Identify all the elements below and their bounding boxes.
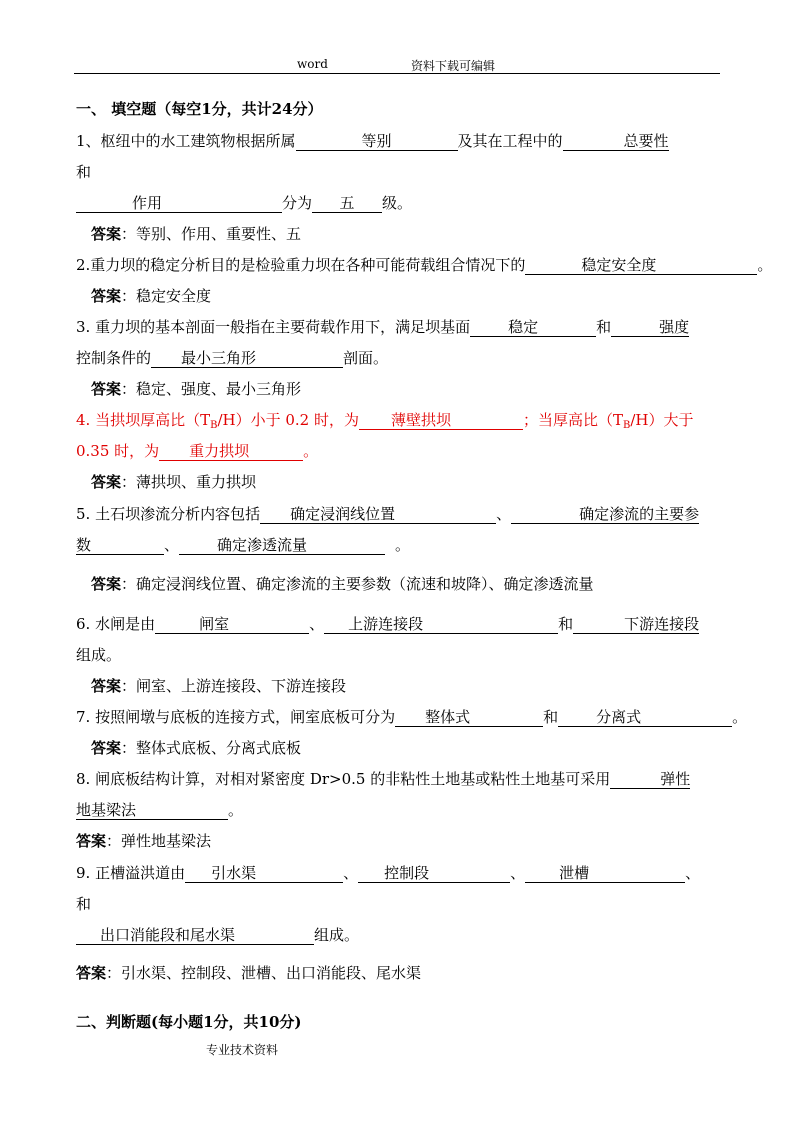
- q7-text-post: 。: [732, 708, 748, 726]
- q5-sep-2: 、: [164, 536, 180, 554]
- q1-blank-2: 总要性: [563, 132, 669, 151]
- q7-blank-1-text: 整体式: [425, 708, 471, 726]
- q5-blank-2b: 数: [76, 536, 164, 555]
- answer-1-text: ：等别、作用、重要性、五: [121, 225, 302, 243]
- q6-text: 6. 水闸是由: [76, 615, 156, 633]
- q1-text-post: 级。: [382, 194, 413, 212]
- answer-6: [91, 676, 346, 696]
- question-9-line-2: 和: [76, 895, 92, 913]
- q6-text-mid: 和: [558, 615, 574, 633]
- q3-text-mid: 和: [596, 318, 612, 336]
- question-7: [76, 707, 747, 727]
- question-6-line-2: 组成。: [76, 646, 122, 664]
- q4-blank-2: [159, 442, 303, 461]
- q8-text-post: 。: [228, 801, 244, 819]
- q7-text: 7. 按照闸墩与底板的连接方式，闸室底板可分为: [76, 708, 396, 726]
- q1-blank-3-text: 作用: [132, 194, 163, 212]
- q9-text-post: 组成。: [314, 926, 360, 944]
- q2-blank-1-text: 稳定安全度: [581, 256, 657, 274]
- q1-text: 1、枢纽中的水工建筑物根据所属: [76, 132, 296, 150]
- q4-sub-2: B: [623, 420, 631, 431]
- q4-text-mid: ；当厚高比（T: [522, 411, 623, 429]
- answer-4-text: ：薄拱坝、重力拱坝: [121, 473, 257, 491]
- question-8-line-1: [76, 769, 690, 789]
- q6-blank-2-text: 上游连接段: [348, 615, 424, 633]
- answer-2-label: 答案: [91, 287, 122, 305]
- answer-2-text: ：稳定安全度: [121, 287, 212, 305]
- q5-text: 5. 土石坝渗流分析内容包括: [76, 505, 261, 523]
- answer-3-text: ：稳定、强度、最小三角形: [121, 380, 302, 398]
- q4-sub-1: B: [210, 420, 218, 431]
- q9-text: 9. 正槽溢洪道由: [76, 864, 186, 882]
- answer-7-text: ：整体式底板、分离式底板: [121, 739, 302, 757]
- q6-blank-1: [155, 615, 309, 634]
- q9-sep-3: 、: [685, 864, 701, 882]
- question-8-line-2: [76, 800, 243, 820]
- answer-5-label: 答案: [91, 575, 122, 593]
- q2-text: 2.重力坝的稳定分析目的是检验重力坝在各种可能荷载组合情况下的: [76, 256, 526, 274]
- answer-1-label: 答案: [91, 225, 122, 243]
- question-4-line-1: [76, 410, 694, 436]
- question-4-line-2: [76, 441, 318, 461]
- answer-5-text: ：确定浸润线位置、确定渗流的主要参数（流速和坡降）、确定渗透流量: [121, 575, 594, 593]
- q6-blank-2: [324, 615, 558, 634]
- question-9-line-1: [76, 863, 700, 883]
- q3-text-2: 控制条件的: [76, 349, 152, 367]
- q6-blank-3: 下游连接段: [573, 615, 699, 634]
- section-2-title: 二、判断题(每小题1分，共10分): [76, 1013, 302, 1031]
- q7-blank-1: [395, 708, 543, 727]
- q7-blank-2-text: 分离式: [596, 708, 642, 726]
- q5-blank-1: [260, 505, 496, 524]
- question-3-line-1: [76, 317, 689, 337]
- q9-blank-4: [76, 926, 314, 945]
- q9-blank-3-text: 泄槽: [559, 864, 590, 882]
- q6-blank-1-text: 闸室: [199, 615, 230, 633]
- q3-text-post: 剖面。: [343, 349, 389, 367]
- q2-blank-1: [525, 256, 757, 275]
- q3-blank-1: [470, 318, 596, 337]
- q3-blank-3: [151, 349, 343, 368]
- answer-6-text: ：闸室、上游连接段、下游连接段: [121, 677, 347, 695]
- answer-2: [91, 286, 211, 306]
- q8-text: 8. 闸底板结构计算，对相对紧密度 Dr>0.5 的非粘性土地基或粘性土地基可采用: [76, 770, 611, 788]
- answer-8: [76, 831, 211, 851]
- question-5-line-1: [76, 504, 699, 524]
- question-2: [76, 255, 772, 275]
- q5-blank-2a: 确定渗流的主要参: [511, 505, 699, 524]
- question-1-line-2: 和: [76, 163, 92, 181]
- answer-9: [76, 963, 421, 983]
- q1-text-mid: 及其在工程中的: [457, 132, 563, 150]
- q3-blank-2: 强度: [611, 318, 689, 337]
- question-3-line-2: [76, 348, 388, 368]
- answer-3: [91, 379, 301, 399]
- q1-blank-4: 五: [312, 194, 382, 213]
- q3-blank-1-text: 稳定: [508, 318, 539, 336]
- q5-text-post: 。: [395, 536, 411, 554]
- answer-7-label: 答案: [91, 739, 122, 757]
- q5-sep: 、: [496, 505, 512, 523]
- q1-blank-1: 等别: [296, 132, 458, 151]
- header-rule: [74, 73, 720, 74]
- answer-3-label: 答案: [91, 380, 122, 398]
- q4-blank-1-text: 薄壁拱坝: [390, 411, 451, 429]
- answer-8-text: ：弹性地基梁法: [106, 832, 212, 850]
- q4-text: 4. 当拱坝厚高比（T: [76, 411, 211, 429]
- page-footer: 专业技术资料: [206, 1043, 279, 1057]
- q8-blank-1a: 弹性: [610, 770, 690, 789]
- section-1-title: 一、 填空题（每空1分，共计24分）: [76, 100, 323, 118]
- q1-text-mid2: 分为: [282, 194, 313, 212]
- q9-sep-2: 、: [510, 864, 526, 882]
- header-left: word: [297, 57, 328, 71]
- q3-text: 3. 重力坝的基本剖面一般指在主要荷载作用下，满足坝基面: [76, 318, 471, 336]
- answer-9-text: ：引水渠、控制段、泄槽、出口消能段、尾水渠: [106, 964, 422, 982]
- q4-blank-2-text: 重力拱坝: [189, 442, 250, 460]
- q4-blank-1: [359, 411, 523, 430]
- q4-text-2: 0.35 时，为: [76, 442, 160, 460]
- q9-sep-1: 、: [343, 864, 359, 882]
- answer-8-label: 答案: [76, 832, 107, 850]
- answer-4: [91, 472, 256, 492]
- answer-5: [91, 574, 594, 594]
- answer-4-label: 答案: [91, 473, 122, 491]
- q9-blank-2: [358, 864, 510, 883]
- answer-6-label: 答案: [91, 677, 122, 695]
- q9-blank-3: [525, 864, 685, 883]
- q9-blank-4-text: 出口消能段和尾水渠: [100, 926, 236, 944]
- q9-blank-2-text: 控制段: [384, 864, 430, 882]
- header-right: 资料下载可编辑: [411, 59, 496, 73]
- answer-1: [91, 224, 301, 244]
- q8-blank-1b: 地基梁法: [76, 801, 228, 820]
- q4-text-mid-b: /H）大于: [630, 411, 694, 429]
- q2-text-post: 。: [757, 256, 773, 274]
- q5-blank-3: [179, 536, 385, 555]
- q9-blank-1-text: 引水渠: [211, 864, 257, 882]
- q3-blank-3-text: 最小三角形: [181, 349, 257, 367]
- q9-blank-1: [185, 864, 343, 883]
- q4-text-b: /H）小于 0.2 时，为: [217, 411, 359, 429]
- q6-sep: 、: [309, 615, 325, 633]
- q5-blank-1-text: 确定浸润线位置: [290, 505, 396, 523]
- q4-text-post: 。: [303, 442, 319, 460]
- question-1-line-1: [76, 131, 669, 151]
- q1-blank-3: [76, 194, 282, 213]
- question-9-line-3: [76, 925, 359, 945]
- question-1-line-3: [76, 193, 412, 213]
- question-6-line-1: [76, 614, 699, 634]
- q7-blank-2: [558, 708, 732, 727]
- q5-blank-3-text: 确定渗透流量: [217, 536, 308, 554]
- answer-7: [91, 738, 301, 758]
- answer-9-label: 答案: [76, 964, 107, 982]
- q7-text-mid: 和: [543, 708, 559, 726]
- question-5-line-2: [76, 535, 410, 555]
